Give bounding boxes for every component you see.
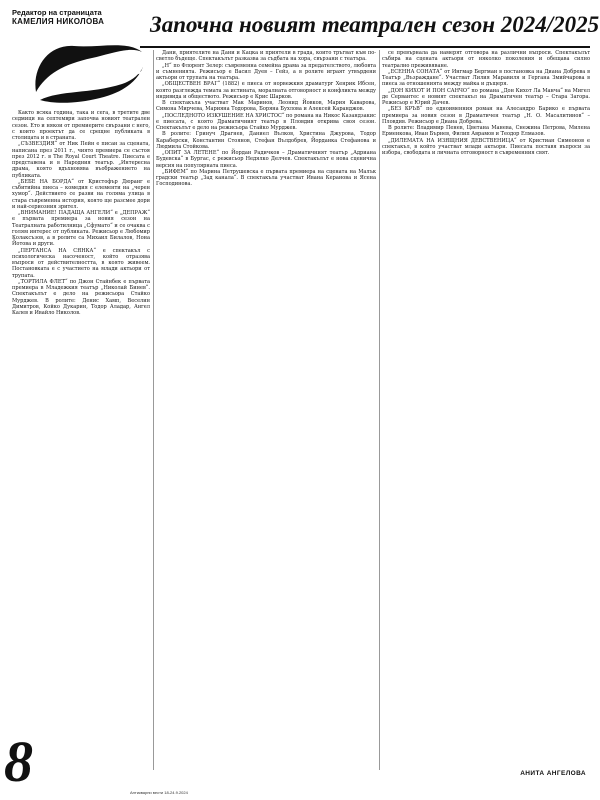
col3-paragraph: се превърнала да намерят отговора на различни въпроси. Спектакълът събира на сцената актьори от няколко поколения и обещава силно театрално преживяване.	[382, 50, 590, 69]
page-number: 8	[4, 729, 33, 794]
column-3	[382, 50, 590, 750]
editor-credit	[12, 8, 104, 26]
headline-rule	[140, 46, 590, 48]
col3-paragraph: „БЕЗ КРЪВ“ по едноименния роман на Алесандро Барико е първата премиера за новия сезон в Драматичен театър „Н. О. Масалитинов“ – Пловдив. Режисьор е Диана Добрева.	[382, 106, 590, 125]
editor-name: КАМЕЛИЯ НИКОЛОВА	[12, 17, 105, 26]
editor-label: Редактор на страницата	[12, 8, 102, 17]
col2-paragraph: „ОБЩЕСТВЕН ВРАГ“ (1882) е пиеса от норвежкия драматург Хенрик Ибсен, която разглежда темата за истината, моралната отговорност и конфликта между индивида и обществото. Режисьор е Крис Шарков.	[156, 81, 376, 100]
col1-paragraph: „СЪЗВЕЗДИЯ“ от Ник Пейн е писан за сцената, написана през 2011 г., чиято премиера се състоя през 2012 г. в The Royal Court Theatre. Пиесата е представена и в Народния театър. „Интересна драма, която вдъхновява въображението на публиката.	[12, 141, 150, 179]
col2-paragraph: Дани, приятелите на Дани и Кацка и приятели в града, които тръгват към по-светло бъдеще. Спектакълът разказва за съдбата на хора, свързани с театъра.	[156, 50, 376, 63]
col3-paragraph: „ДИЛЕМАТА НА ИЗЯЩНИЯ ДЕВСТВЕНИЦА“ от Кристиан Симеонов е спектакъл, в който участват млади актьори. Пиесата поставя въпроси за избора, свободата и личната отговорност в съвременния свят.	[382, 137, 590, 156]
column-separator	[379, 50, 380, 770]
col2-paragraph: „ОПИТ ЗА ЛЕТЕНЕ“ по Йордан Радичков – Драматичният театър „Адриана Будевска“ в Бургас, с режисьор Недялко Делчев. Спектакълът е нова сценична версия на популярната пиеса.	[156, 150, 376, 169]
column-2	[156, 50, 376, 760]
col1-paragraph: „ПЕРТАНСА НА СЯНКА“ е спектакъл с психологическа насоченост, който отразява въпроси от действителността, в която живеем. Постановката е с участието на млади актьори от трупата.	[12, 247, 150, 279]
ornament-word: Сцена	[48, 50, 147, 99]
column-separator	[153, 50, 154, 770]
col1-paragraph: Както всяка година, така и сега, в третите две седмици на септември започва новият театрален сезон. Ето и някои от премиерите свързани с него, с които проектът да се срещне публиката в столицата и в страната.	[12, 110, 150, 141]
scena-ornament	[30, 34, 148, 106]
col3-paragraph: „ЕСЕННА СОНАТА“ от Ингмар Бергман в постановка на Диана Добрева в Театър „Възраждане“. Участват Лилия Маравиля и Гергана Змийчарова в пиеса за отношенията между майка и дъщеря.	[382, 68, 590, 88]
col3-paragraph: В ролите: Владимир Пенев, Цветана Манева, Снежина Петрова, Милена Ерменкова, Иван Бърнев, Филип Аврамов и Теодор Елмазов.	[382, 125, 590, 138]
page-headline: Започна новият театрален сезон 2024/2025	[150, 12, 600, 37]
footer-text: Антикварни вести 18-24.9.2024	[130, 790, 188, 795]
col2-paragraph: „ПОСЛЕДНОТО ИЗКУШЕНИЕ НА ХРИСТОС“ по романа на Никос Казандзакис е пиесата, с която Драматичният театър в Пловдив открива своя сезон. Спектакълът е дело на режисьора Стайко Мурджев.	[156, 112, 376, 131]
column-1	[12, 110, 150, 758]
col2-paragraph: „Н“ по Флорент Зелер: съвременна семейна драма за предателството, любовта и съмненията. Режисьор е Васил Дуев – Гейз, а в ролите играят утвърдени актьори от трупата на театъра.	[156, 62, 376, 81]
col1-paragraph: „ТОРТИЛА ФЛЕТ“ по Джон Стайнбек е първата премиера в Младежкия театър „Николай Бинев“. Спектакълът е дело на режисьора Стайко Мурджев. В ролите: Денис Хамп, Веселин Димитров, Койко Дукарин, Тодор Аладар, Ангел Калев и Ивайло Николов.	[12, 278, 150, 316]
article-author: АНИТА АНГЕЛОВА	[520, 770, 586, 777]
col1-paragraph: „ВНИМАНИЕ! ПАДАЩА АНГЕЛИ“ е „ДЕПРАЖ“ е първата премиера за новия сезон на Театралната работилница „Сфумато“ и се очаква с голям интерес от публиката. Режисьор е Любомир Колаксъзов, а в ролите са Михаил Билалов, Нона Йотова и други.	[12, 210, 150, 248]
col3-paragraph: „ДОН КИХОТ И ПОН САНЧО“ по романа „Дон Кихот Ла Манча“ на Мигел де Сервантес е новият спектакъл на Драматичен театър – Стара Загора. Режисьор е Юрий Дачев.	[382, 87, 590, 106]
col2-paragraph: В ролите: Гринуч Драгнев, Даниел Вълков, Христина Джурова, Тодор Караберски, Константин Стоянов, Стефан Вълдобрев, Йорданка Стефанова и Людмила Стойкова.	[156, 131, 376, 150]
col2-paragraph: В спектакъла участват Мак Маринов, Леонид Йовков, Мария Каварова, Симона Мирчева, Марияна Тодорова, Боряна Бухлова и Алексей Каранджов.	[156, 100, 376, 113]
col2-paragraph: „БИФЕМ“ по Марина Петрушевска е първата премиера на сцената на Малък градски театър „Зад канала“. В спектакъла участват Ивана Керанова и Ясена Господинова.	[156, 168, 376, 188]
col1-paragraph: „БЕБЕ НА БОРДА“ от Кристофър Дюранг е събитийна пиеса – комедия с елементи на „черен хумор“. Действието се разви на голяма улица в стара съвременна история, която ще разсмее дори и най-сериозния зрител.	[12, 178, 150, 210]
